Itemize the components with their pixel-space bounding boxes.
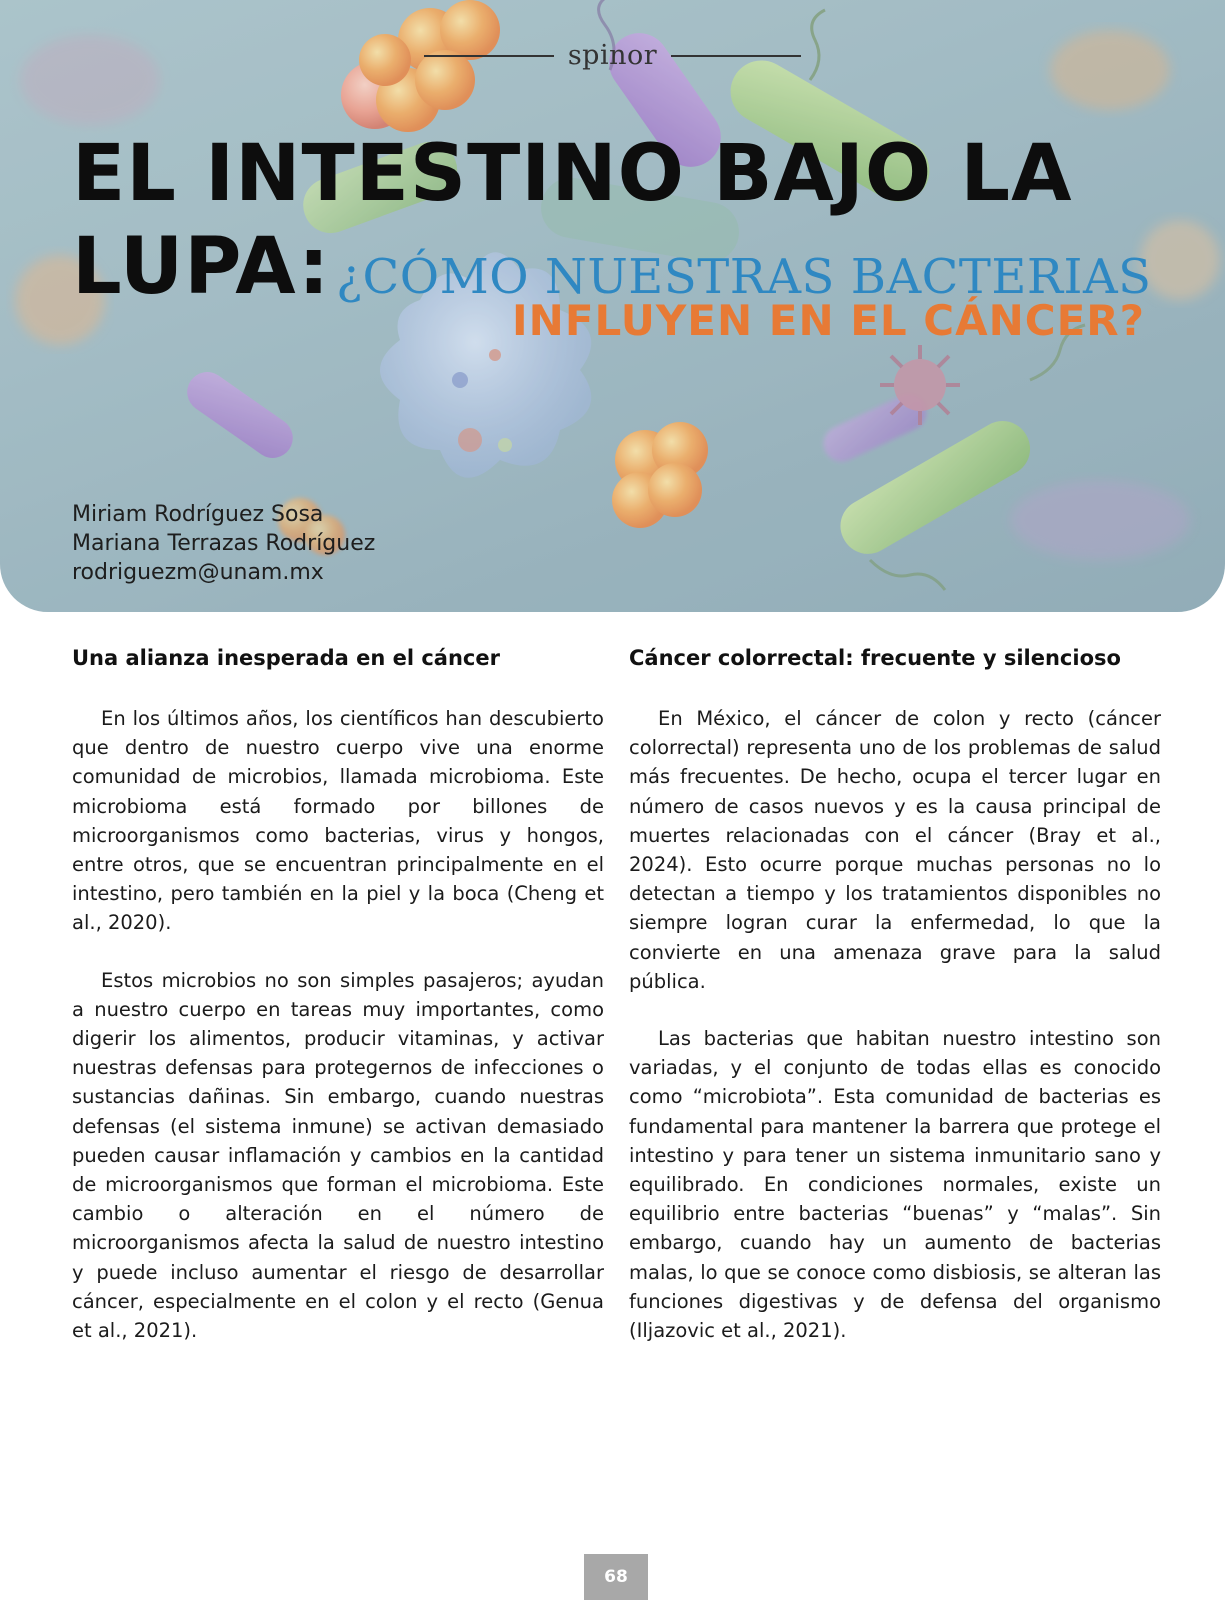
title-line-2-bold: LUPA:: [72, 222, 331, 312]
title-line-2-serif: ¿CÓMO NUESTRAS BACTERIAS: [336, 249, 1152, 305]
header-rule-left: [424, 55, 554, 57]
left-section-heading: Una alianza inesperada en el cáncer: [72, 646, 500, 670]
author-block: [72, 500, 375, 587]
page-number-badge: 68: [584, 1554, 648, 1600]
author-name-1: Miriam Rodríguez Sosa: [72, 502, 324, 527]
hero-banner: [0, 0, 1225, 612]
left-paragraph-1: En los últimos años, los científicos han descubierto que dentro de nuestro cuerpo vive una enorme comunidad de microbios, llamada microbioma. Este microbioma está formado por billones de microorganismos como bacterias, virus y hongos, entre otros, que se encuentran principalmente en el intestino, pero también en la piel y la boca (Cheng et al., 2020).: [72, 707, 604, 935]
magazine-name: spinor: [567, 40, 658, 71]
header-rule-right: [671, 55, 801, 57]
right-section-heading: Cáncer colorrectal: frecuente y silencioso: [629, 646, 1121, 670]
right-paragraph-1: En México, el cáncer de colon y recto (cáncer colorrectal) representa uno de los problemas de salud más frecuentes. De hecho, ocupa el tercer lugar en número de casos nuevos y es la causa principal de muertes relacionadas con el cáncer (Bray et al., 2024). Esto ocurre porque muchas personas no lo detectan a tiempo y los tratamientos disponibles no siempre logran curar la enfermedad, lo que la convierte en una amenaza grave para la salud pública.: [629, 707, 1161, 993]
title-line-3: INFLUYEN EN EL CÁNCER?: [512, 296, 1145, 345]
magazine-header: [0, 40, 1225, 71]
author-email[interactable]: rodriguezm@unam.mx: [72, 560, 324, 585]
right-column: [629, 646, 1161, 1373]
title-line-1: EL INTESTINO BAJO LA: [72, 129, 1073, 219]
left-paragraph-2: Estos microbios no son simples pasajeros; ayudan a nuestro cuerpo en tareas muy importantes, como digerir los alimentos, producir vitaminas, y activar nuestras defensas para protegernos de infecciones o sustancias dañinas. Sin embargo, cuando nuestras defensas (el sistema inmune) se activan demasiado pueden causar inflamación y cambios en la cantidad de microorganismos que forman el microbioma. Este cambio o alteración en el número de microorganismos afecta la salud de nuestro intestino y puede incluso aumentar el riesgo de desarrollar cáncer, especialmente en el colon y el recto (Genua et al., 2021).: [72, 968, 604, 1343]
left-column: [72, 646, 604, 1373]
right-paragraph-2: Las bacterias que habitan nuestro intestino son variadas, y el conjunto de todas ellas es conocido como “microbiota”. Esta comunidad de bacterias es fundamental para mantener la barrera que protege el intestino y para tener un sistema inmunitario sano y equilibrado. En condiciones normales, existe un equilibrio entre bacterias “buenas” y “malas”. Sin embargo, cuando hay un aumento de bacterias malas, lo que se conoce como disbiosis, se alteran las funciones digestivas y de defensa del organismo (Iljazovic et al., 2021).: [629, 1027, 1161, 1343]
author-name-2: Mariana Terrazas Rodríguez: [72, 531, 376, 556]
